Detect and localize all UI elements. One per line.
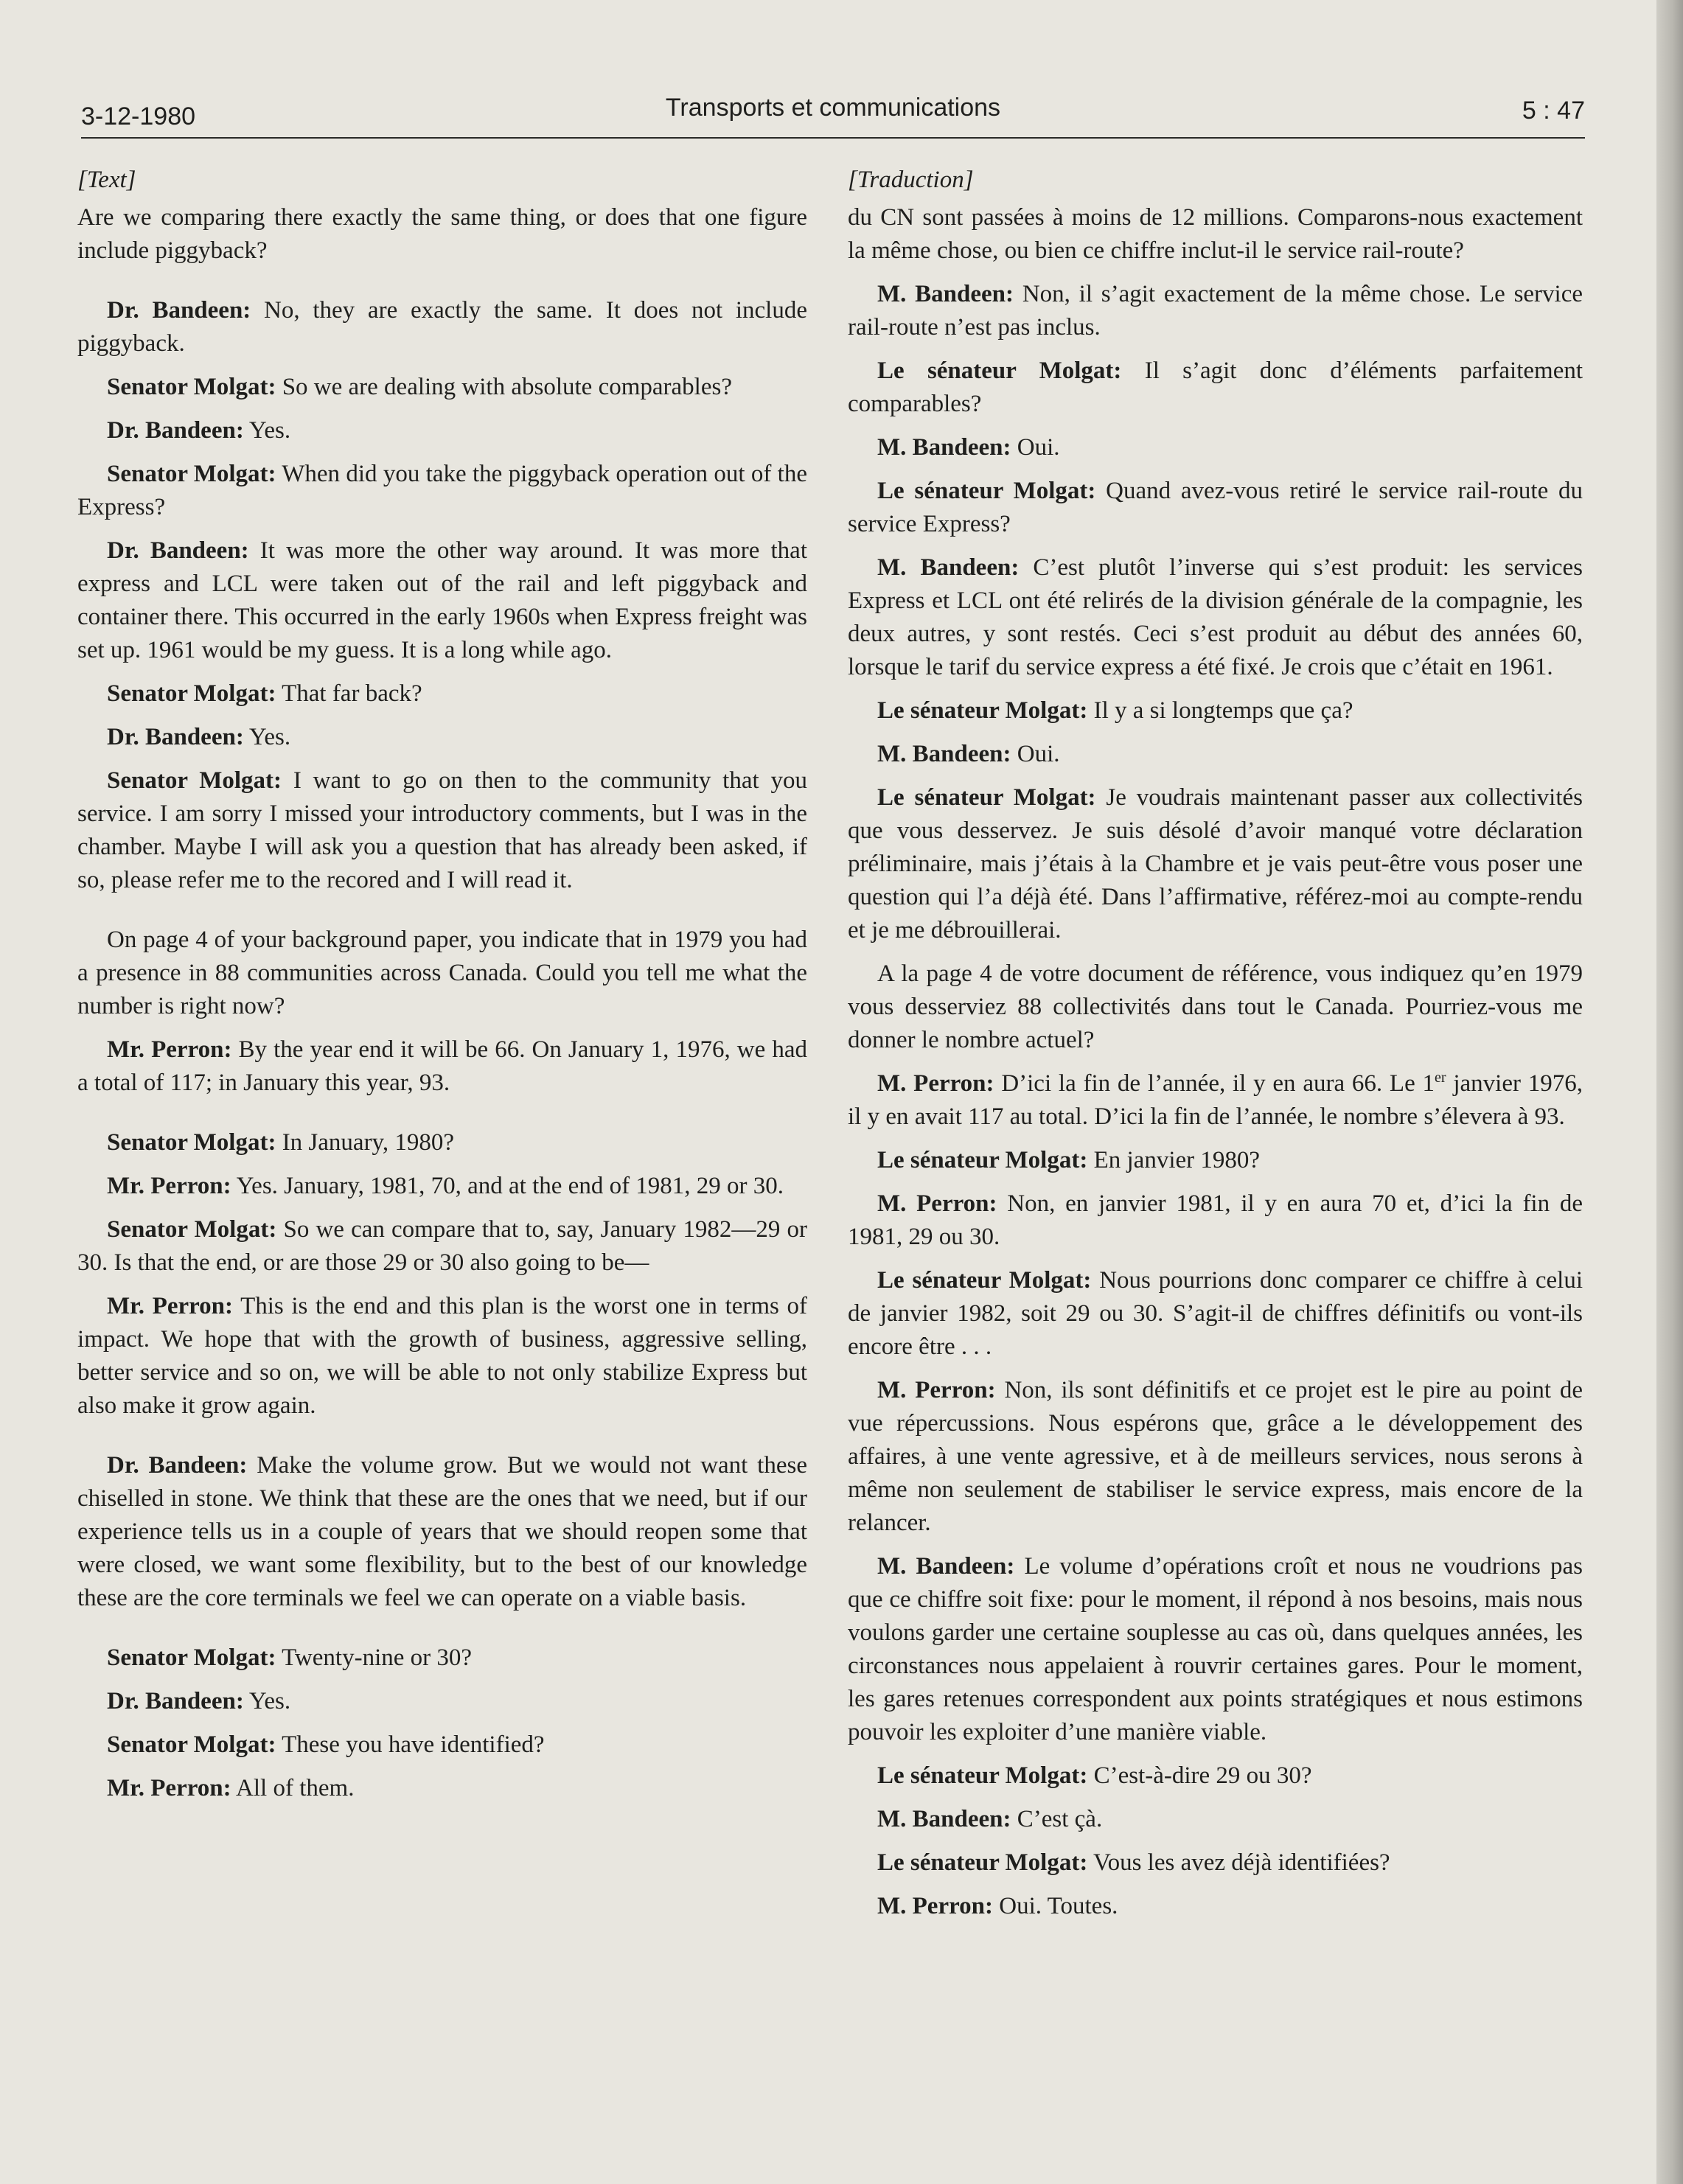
speaker-name: Senator Molgat:: [107, 1731, 276, 1758]
paragraph-text: Oui. Toutes.: [999, 1893, 1118, 1919]
paragraph-text: du CN sont passées à moins de 12 millions. Comparons-nous exactement la même chose, ou bien ce chiffre inclut-il le service rail-route?: [848, 204, 1583, 264]
paragraph: [848, 475, 1583, 541]
speaker-name: Dr. Bandeen:: [107, 724, 244, 750]
speaker-name: M. Bandeen:: [877, 281, 1014, 307]
speaker-name: Le sénateur Molgat:: [877, 478, 1096, 504]
speaker-name: Mr. Perron:: [107, 1036, 232, 1063]
paragraph-text: So we can compare that to, say, January 1982—29 or 30. Is that the end, or are those 29 or 30 also going to be—: [77, 1216, 808, 1276]
paragraph-text: Yes.: [248, 724, 291, 750]
speaker-name: Senator Molgat:: [107, 374, 276, 400]
paragraph-text: This is the end and this plan is the worst one in terms of impact. We hope that with the growth of business, aggressive selling, better service and so on, we will be able to not only stabilize Express but also make it grow again.: [77, 1293, 808, 1419]
speaker-name: M. Perron:: [877, 1377, 996, 1403]
paragraph-text: Il s’agit donc d’éléments parfaitement comparables?: [848, 357, 1583, 417]
paragraph-text: C’est-à-dire 29 ou 30?: [1093, 1762, 1312, 1789]
paragraph: [77, 764, 807, 897]
paragraph-text: That far back?: [282, 680, 422, 707]
column-marker: [Text]: [77, 167, 136, 193]
paragraph-text: Non, ils sont définitifs et ce projet est le pire au point de vue répercussions. Nous espérons que, grâce a le développement des affaires, à une vente agressive, et à de meilleurs services, nous serons à même non seulement de stabiliser le service express, mais encore de la relancer.: [848, 1377, 1583, 1536]
paragraph-text: Vous les avez déjà identifiées?: [1093, 1849, 1390, 1876]
paragraph-text: D’ici la fin de l’année, il y en aura 66. Le 1: [1001, 1070, 1435, 1097]
paragraph-text: Non, en janvier 1981, il y en aura 70 et, d’ici la fin de 1981, 29 ou 30.: [848, 1190, 1583, 1250]
paragraph-text: C’est plutôt l’inverse qui s’est produit: les services Express et LCL ont été relirés de la division générale de la compagnie, les deux autres, y sont restés. Ceci s’est produit au début des années 60, lorsque le tarif du service express a été fixé. Je crois que c’était en 1961.: [848, 554, 1583, 680]
speaker-name: M. Perron:: [877, 1190, 997, 1217]
paragraph-text: Oui.: [1017, 741, 1060, 767]
speaker-name: Le sénateur Molgat:: [877, 1849, 1088, 1876]
paragraph: [77, 721, 807, 754]
speaker-name: Le sénateur Molgat:: [877, 357, 1122, 384]
speaker-name: M. Bandeen:: [877, 1806, 1011, 1832]
paragraph: [77, 201, 807, 268]
paragraph-text: Quand avez-vous retiré le service rail-route du service Express?: [848, 478, 1583, 537]
speaker-name: Le sénateur Molgat:: [877, 1267, 1092, 1294]
paragraph: [848, 694, 1583, 728]
paragraph: [848, 1187, 1583, 1254]
paragraph: [848, 201, 1583, 268]
paragraph: [848, 1759, 1583, 1793]
english-column: [77, 164, 807, 1815]
paragraph-text: Twenty-nine or 30?: [282, 1644, 473, 1671]
speaker-name: Mr. Perron:: [107, 1293, 234, 1319]
paragraph: [848, 1846, 1583, 1880]
speaker-name: M. Bandeen:: [877, 434, 1011, 461]
paragraph-text: Yes.: [248, 417, 291, 444]
paragraph: [848, 1803, 1583, 1836]
paragraph-text: When did you take the piggyback operation out of the Express?: [77, 461, 807, 520]
paragraph: [77, 371, 807, 404]
paragraph-text: In January, 1980?: [282, 1129, 455, 1156]
speaker-name: Le sénateur Molgat:: [877, 697, 1088, 724]
paragraph-text: janvier 1976, il y en avait 117 au total. D’ici la fin de l’année, le nombre s’élevera à 93.: [848, 1070, 1583, 1130]
paragraph: [77, 414, 807, 447]
speaker-name: Dr. Bandeen:: [107, 537, 249, 564]
speaker-name: Senator Molgat:: [107, 461, 276, 487]
paragraph: [77, 1290, 807, 1423]
paragraph: [77, 1642, 807, 1675]
paragraph: [848, 551, 1583, 684]
paragraph-text: Are we comparing there exactly the same thing, or does that one figure include piggyback?: [77, 204, 807, 264]
paragraph-text: En janvier 1980?: [1093, 1147, 1261, 1173]
paragraph: [77, 677, 807, 711]
paragraph: [848, 1067, 1583, 1134]
page-edge: [1656, 0, 1683, 2184]
header-date: 3-12-1980: [81, 102, 196, 130]
paragraph-text: Non, il s’agit exactement de la même chose. Le service rail-route n’est pas inclus.: [848, 281, 1583, 341]
paragraph: [848, 957, 1583, 1057]
paragraph-text: C’est çà.: [1017, 1806, 1103, 1832]
paragraph-text: A la page 4 de votre document de référence, vous indiquez qu’en 1979 vous desserviez 88 collectivités dans tout le Canada. Pourriez-vous me donner le nombre actuel?: [848, 960, 1583, 1053]
paragraph: [848, 1264, 1583, 1364]
speaker-name: Senator Molgat:: [107, 767, 282, 794]
paragraph: [77, 294, 807, 360]
paragraph: [77, 1033, 807, 1100]
page-header: [81, 87, 1585, 139]
speaker-name: Le sénateur Molgat:: [877, 1762, 1088, 1789]
paragraph-text: Yes. January, 1981, 70, and at the end of 1981, 29 or 30.: [236, 1173, 784, 1199]
paragraph: [848, 738, 1583, 771]
speaker-name: Dr. Bandeen:: [107, 417, 244, 444]
paragraph-text: I want to go on then to the community that you service. I am sorry I missed your introductory comments, but I was in the chamber. Maybe I will ask you a question that has already been asked, if so, please refer me to the recored and I will read it.: [77, 767, 807, 893]
paragraph-text: Oui.: [1017, 434, 1060, 461]
paragraph: [848, 1890, 1583, 1923]
speaker-name: Dr. Bandeen:: [107, 1452, 248, 1479]
paragraph-text: No, they are exactly the same. It does not include piggyback.: [77, 297, 807, 357]
paragraph: [848, 781, 1583, 947]
column-marker: [Traduction]: [848, 167, 974, 193]
speaker-name: Senator Molgat:: [107, 1129, 276, 1156]
speaker-name: M. Perron:: [877, 1070, 994, 1097]
paragraph: [77, 1213, 807, 1280]
header-page-number: 5 : 47: [1522, 97, 1585, 125]
paragraph: [848, 1550, 1583, 1749]
paragraph: [848, 1374, 1583, 1540]
paragraph: [77, 458, 807, 524]
paragraph-text: Il y a si longtemps que ça?: [1093, 697, 1353, 724]
paragraph-text: On page 4 of your background paper, you indicate that in 1979 you had a presence in 88 communities across Canada. Could you tell me what the number is right now?: [77, 927, 807, 1019]
speaker-name: Senator Molgat:: [107, 680, 276, 707]
paragraph-text: These you have identified?: [282, 1731, 545, 1758]
paragraph: [77, 1449, 807, 1615]
speaker-name: Mr. Perron:: [107, 1775, 231, 1801]
paragraph-text: Nous pourrions donc comparer ce chiffre à celui de janvier 1982, soit 29 ou 30. S’agit-il de chiffres définitifs ou vont-ils encore être . . .: [848, 1267, 1583, 1360]
speaker-name: M. Bandeen:: [877, 1553, 1015, 1580]
speaker-name: Dr. Bandeen:: [107, 1688, 244, 1714]
header-rule: [81, 137, 1585, 139]
paragraph: [77, 1170, 807, 1203]
paragraph-text: It was more the other way around. It was more that express and LCL were taken out of the rail and left piggyback and container there. This occurred in the early 1960s when Express freight was set up. 1961 would be my guess. It is a long while ago.: [77, 537, 807, 663]
paragraph-text: Le volume d’opérations croît et nous ne voudrions pas que ce chiffre soit fixe: pour le moment, il répond à nos besoins, mais nous voulons garder une certaine souplesse au cas où, dans quelques années, les circonstances nous appelaient à rouvrir certaines gares. Pour le moment, les gares retenues correspondent aux points stratégiques et nous estimons pouvoir les exploiter d’une manière viable.: [848, 1553, 1583, 1745]
ordinal-superscript: er: [1435, 1070, 1446, 1086]
french-column: [848, 164, 1583, 1933]
speaker-name: Le sénateur Molgat:: [877, 1147, 1088, 1173]
paragraph-text: So we are dealing with absolute comparables?: [282, 374, 732, 400]
speaker-name: Dr. Bandeen:: [107, 297, 251, 324]
speaker-name: Senator Molgat:: [107, 1644, 276, 1671]
paragraph: [848, 355, 1583, 421]
paragraph: [77, 1772, 807, 1805]
speaker-name: M. Perron:: [877, 1893, 993, 1919]
header-title: Transports et communications: [665, 94, 1001, 122]
paragraph-text: Yes.: [248, 1688, 291, 1714]
paragraph: [848, 1144, 1583, 1177]
speaker-name: Mr. Perron:: [107, 1173, 231, 1199]
paragraph: [77, 924, 807, 1023]
paragraph-text: By the year end it will be 66. On January 1, 1976, we had a total of 117; in January this year, 93.: [77, 1036, 808, 1096]
paragraph: [77, 534, 807, 667]
paragraph-text: All of them.: [236, 1775, 355, 1801]
paragraph-text: Je voudrais maintenant passer aux collectivités que vous desservez. Je suis désolé d’avoir manqué votre déclaration préliminaire, mais j’étais à la Chambre et je vais peut-être vous poser une question qui l’a déjà été. Dans l’affirmative, référez-moi au compte-rendu et je me débrouillerai.: [848, 784, 1583, 943]
paragraph: [848, 278, 1583, 344]
paragraph: [77, 1126, 807, 1159]
paragraph-text: Make the volume grow. But we would not want these chiselled in stone. We think that these are the ones that we need, but if our experience tells us in a couple of years that we should reopen some that were closed, we want some flexibility, but to the best of our knowledge these are the core terminals we feel we can operate on a viable basis.: [77, 1452, 807, 1611]
speaker-name: M. Bandeen:: [877, 741, 1011, 767]
paragraph: [77, 1685, 807, 1718]
speaker-name: Senator Molgat:: [107, 1216, 277, 1243]
speaker-name: Le sénateur Molgat:: [877, 784, 1096, 811]
speaker-name: M. Bandeen:: [877, 554, 1020, 581]
paragraph: [77, 1728, 807, 1762]
paragraph: [848, 431, 1583, 464]
